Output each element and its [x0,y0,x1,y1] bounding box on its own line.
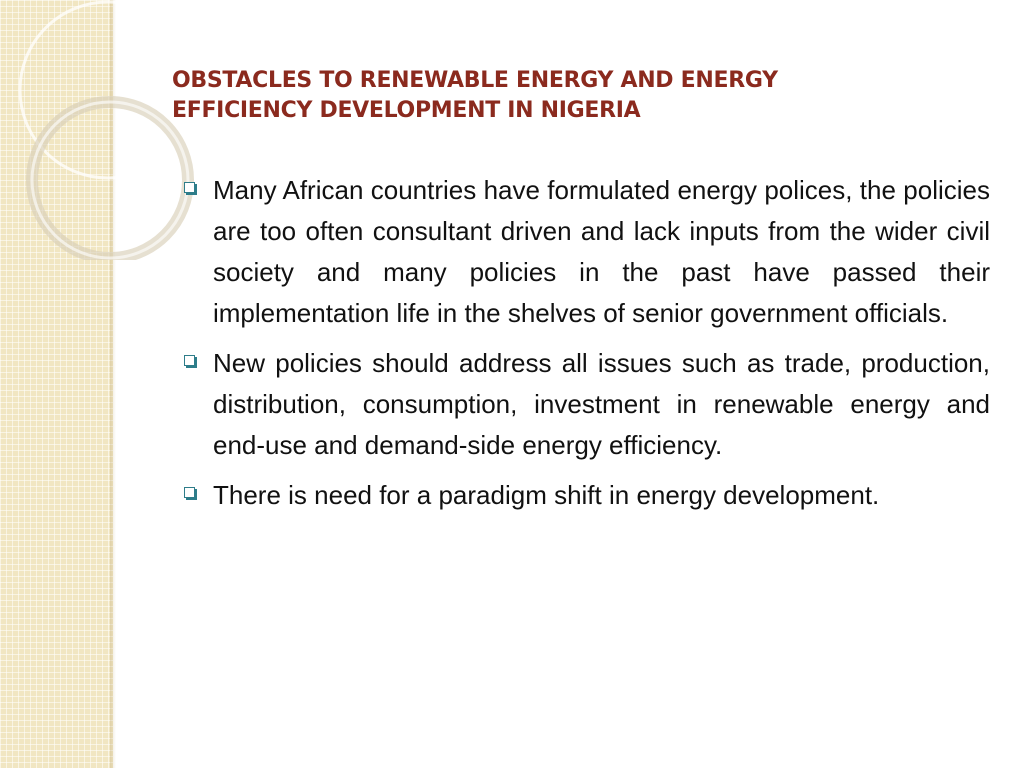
decorative-large-circle [20,2,196,178]
slide-title-line-2: EFFICIENCY DEVELOPMENT IN NIGERIA [172,98,641,123]
slide-title [172,66,972,126]
hollow-square-bullet-icon [184,355,195,366]
bullet-text: There is need for a paradigm shift in energy development. [213,480,880,510]
bullet-text: New policies should address all issues such as trade, production, distribution, consumption, investment in renewable energy and end-use and demand-side energy efficiency. [213,348,990,460]
decorative-circles-graphic [0,0,200,260]
bullet-item [184,170,990,334]
hollow-square-bullet-icon [184,182,195,193]
bullet-list [184,170,990,525]
bullet-item [184,343,990,466]
bullet-item [184,475,990,516]
slide-title-line-1: OBSTACLES TO RENEWABLE ENERGY AND ENERGY [172,68,778,93]
decorative-ring-highlight [32,102,188,258]
bullet-text: Many African countries have formulated energy polices, the policies are too often consultant driven and lack inputs from the wider civil society and many policies in the past have passed their implementation life in the shelves of senior government officials. [213,175,990,328]
hollow-square-bullet-icon [184,487,195,498]
